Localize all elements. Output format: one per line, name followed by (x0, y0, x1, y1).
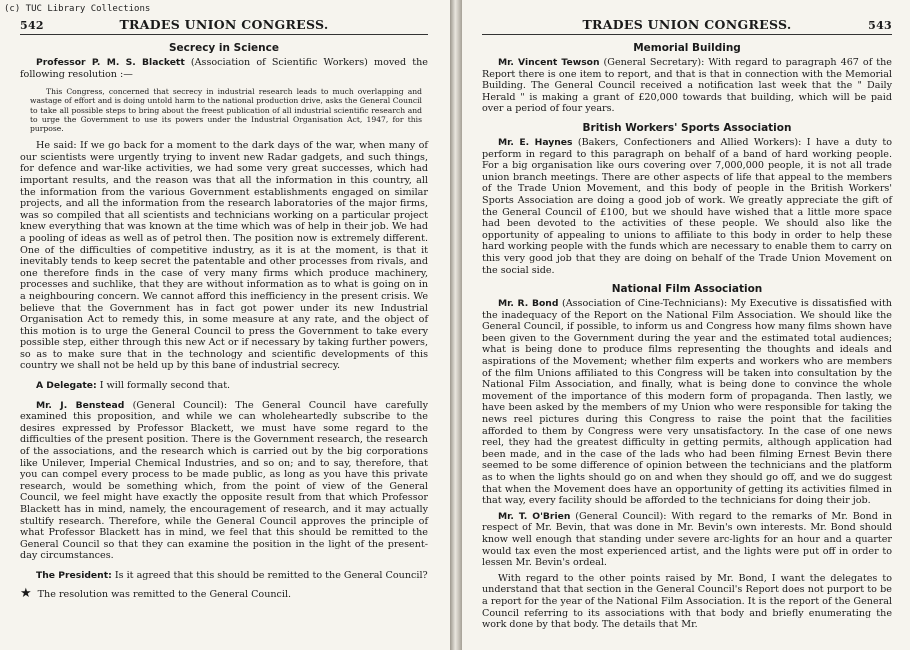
section-heading-memorial: Memorial Building (633, 42, 741, 54)
speaker-president: The President: (36, 569, 112, 581)
paragraph-obrien-continued: With regard to the other points raised by Mr. Bond, I want the delegates to understand that that section in the General Council's Report does not purport to be a report for the year of the National Film Association. It is the report of the General Council referring to its associations with that body and briefly enumerating the work done by that body. The details that Mr. (482, 572, 892, 631)
bond-text: (Association of Cine-Technicians): My Executive is dissatisfied with the inadequacy of the Report on the National Film Association. We should like the General Council, if possible, to inform us and Congress how many films shown have been given to the Government during the year and the estimated total audiences; what is being done to produce films representing the thoughts and ideals and aspirations of the Movement; whether film experts and workers who are members of the film Unions affiliated to this Congress will be taken into consultation by the National Film Association, and finally, what is being done to convince the whole movement of the importance of this modern form of propaganda. Then lastly, we have been asked by the members of my Union who were responsible for taking the news reel pictures during this Congress to raise the point that the facilities afforded to them by Congress were very unsatisfactory. In the case of one news reel, they had the greatest difficulty in getting permits, although application had been made, and in the case of the lads who had been filming Ernest Bevin there seemed to be some difference of opinion between the technicians and the platform as to when the lights should go on and when they should go off, and we do suggest that when the Movement does have an opportunity of getting its activities filmed in that way, every facility should be afforded to the technicians for doing their job. (482, 298, 892, 507)
star-icon: ★ (20, 585, 32, 601)
right-page (462, 0, 910, 650)
paragraph-delegate (20, 380, 428, 392)
paragraph-obrien (482, 511, 892, 569)
delegate-text: I will formally second that. (99, 380, 231, 392)
left-header-title: TRADES UNION CONGRESS. (119, 17, 329, 32)
left-page-header (20, 16, 428, 35)
left-page-number: 542 (20, 19, 44, 32)
paragraph-benstead (20, 400, 428, 562)
speaker-bond: Mr. R. Bond (498, 298, 559, 310)
section-heading-secrecy: Secrecy in Science (169, 42, 279, 54)
speaker-blackett: Professor P. M. S. Blackett (36, 57, 185, 68)
speaker-obrien: Mr. T. O'Brien (498, 510, 571, 522)
paragraph-remitted (20, 585, 428, 601)
resolution-text: This Congress, concerned that secrecy in industrial research leads to much overlapping and wastage of effort and is doing untold harm to the national production drive, asks the General Council to take all possible steps to bring about the freest publication of all industrial scientific research and to urge the Government to use its powers under the Industrial Organisation Act, 1947, for this purpose. (30, 87, 422, 133)
paragraph-tewson (482, 57, 892, 115)
tewson-text: (General Secretary): With regard to paragraph 467 of the Report there is one item to report, and that is that in connection with the Memorial Building. The General Council received a notification last week that the " Daily Herald " is making a grant of £20,000 towards that building, which will be paid over a period of four years. (482, 57, 892, 115)
speaker-delegate: A Delegate: (36, 380, 97, 392)
remitted-text: The resolution was remitted to the General Council. (37, 588, 292, 600)
section-heading-sports: British Workers' Sports Association (582, 121, 792, 134)
obrien-text: (General Council): With regard to the remarks of Mr. Bond in respect of Mr. Bevin, that was done in Mr. Bevin's own interests. Mr. Bond should know well enough that standing under severe arc-lights for an hour and a quarter would tax even the most experienced artist, and the lights were put off in order to lessen Mr. Bevin's ordeal. (482, 510, 892, 569)
speaker-benstead: Mr. J. Benstead (36, 399, 125, 411)
benstead-text: (General Council): The General Council have carefully examined this proposition, and while we can wholeheartedly subscribe to the desires expressed by Professor Blackett, we must have some regard to the difficulties of the present position. There is the Government research, the research of the associations, and the research which is carried out by the big corporations like Unilever, Imperial Chemical Industries, and so on; and to say, therefore, that you can compel every process to be made public, as long as you have this private research, would be something which, from the point of view of the General Council, we feel might have exactly the opposite result from that which Professor Blackett has in mind, namely, the encouragement of research, and it may actually stultify research. Therefore, while the General Council approves the principle of what Professor Blackett has in mind, we feel that this should be remitted to the General Council so that they can examine the position in the light of the present-day circumstances. (20, 399, 428, 562)
president-text: Is it agreed that this should be remitted to the General Council? (114, 569, 428, 581)
section-heading-film: National Film Association (611, 283, 763, 296)
paragraph-bond (482, 298, 892, 507)
speaker-tewson: Mr. Vincent Tewson (498, 57, 600, 68)
haynes-text: (Bakers, Confectioners and Allied Workers): I have a duty to perform in regard to this paragraph on behalf of a band of hard working people. For a big organisation like ours covering over 7,000,000 people, it is not all trade union branch meetings. There are other aspects of life that appeal to the members of the Trade Union Movement, and this body of people in the British Workers' Sports Association are doing a good job of work. We greatly appreciate the gift of the General Council of £100, but we should have wished that a little more space had been devoted to the activities of these people. We should also like the opportunity of appealing to unions to affiliate to this body in order to help these hard working people with the funds which are necessary to enable them to carry on this very good job that they are doing on behalf of the Trade Union Movement on the social side. (482, 136, 892, 276)
blackett-intro-text: (Association of Scientific Workers) moved the following resolution :— (20, 57, 428, 80)
left-page (0, 0, 450, 650)
paragraph-haynes (482, 137, 892, 276)
paragraph-blackett-speech: He said: If we go back for a moment to the dark days of the war, when many of our scientists were urgently trying to invent new Radar gadgets, and such things, for defence and war-like activities, we had some very great successes, which had important results, and the reason was that all the information in this country, all the information from the various Government establishments engaged on similar projects, and all the information from the research laboratories of the major firms, was so compiled that all scientists and technicians working on a particular project knew everything that was known at the time which was of help in their job. We had a pooling of ideas as well as of petrol then. The position now is extremely different. One of the difficulties of competitive industry, as it is at the moment, is that it inevitably tends to keep secret the patentable and other processes from rivals, and one therefore finds in the case of very many firms which produce machinery, processes and suchlike, that they are without information as to what is going on in a neighbouring concern. We cannot afford this inefficiency in the present crisis. We believe that the Government has in fact got power under its new Industrial Organisation Act to remedy this, in some measure at any rate, and the object of this motion is to urge the General Council to press the Government to take every possible step, either through this new Act or if necessary by taking further powers, so as to make sure that in the technology and scientific developments of this country we shall not be held up by this bane of industrial secrecy. (20, 140, 428, 372)
book-gutter (450, 0, 462, 650)
paragraph-blackett-intro (20, 57, 428, 80)
right-page-header (482, 16, 892, 35)
copyright-watermark: (c) TUC Library Collections (4, 4, 151, 14)
right-page-number: 543 (868, 19, 892, 32)
speaker-haynes: Mr. E. Haynes (498, 136, 573, 148)
right-header-title: TRADES UNION CONGRESS. (582, 17, 792, 32)
paragraph-president (20, 570, 428, 582)
